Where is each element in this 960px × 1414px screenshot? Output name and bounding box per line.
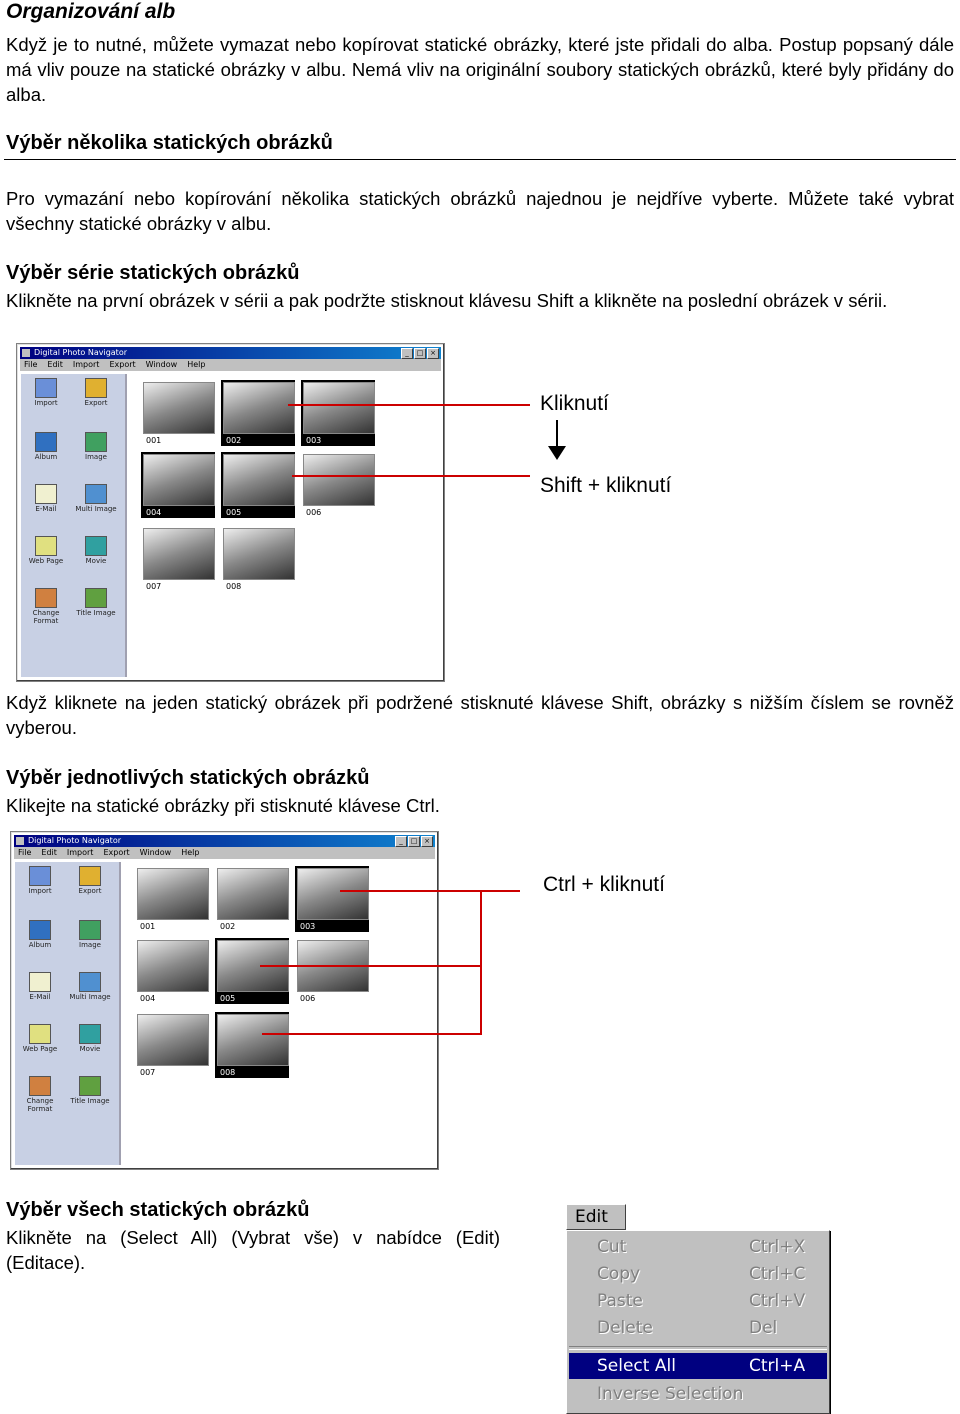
tool-title-image[interactable]: Title Image: [67, 1076, 113, 1105]
menu-export[interactable]: Export: [109, 360, 136, 369]
window-title: Digital Photo Navigator: [34, 348, 127, 357]
close-icon[interactable]: ×: [421, 836, 433, 847]
menu-edit[interactable]: Edit: [41, 848, 57, 857]
minimize-icon[interactable]: _: [395, 836, 407, 847]
thumbnail-005[interactable]: 005: [215, 938, 289, 1004]
edit-menu-dropdown: [566, 1230, 830, 1414]
tool-sidebar: [21, 374, 127, 677]
page-title: Organizování alb: [6, 0, 176, 23]
section-title-multiple: Výběr několika statických obrázků: [6, 132, 333, 154]
thumbnail-001[interactable]: 001: [135, 866, 209, 932]
menu-bar: [20, 359, 441, 371]
callout-line-vertical: [480, 890, 482, 1033]
album-icon: [29, 920, 51, 940]
edit-menu: [566, 1204, 832, 1414]
menu-separator: [569, 1346, 827, 1350]
menu-item-cut[interactable]: Cut Ctrl+X: [597, 1237, 806, 1257]
tool-sidebar: [15, 862, 121, 1165]
menu-item-paste[interactable]: Paste Ctrl+V: [597, 1291, 806, 1311]
menu-help[interactable]: Help: [187, 360, 206, 369]
thumbnail-004[interactable]: 004: [141, 452, 215, 518]
tool-title-image[interactable]: Title Image: [73, 588, 119, 617]
section-title-series: Výběr série statických obrázků: [6, 262, 300, 284]
photo-fruit: [143, 454, 215, 506]
menu-file[interactable]: File: [18, 848, 32, 857]
thumbnail-002[interactable]: 002: [215, 866, 289, 932]
app-icon: [22, 349, 30, 357]
callout-line-shift: [292, 475, 530, 477]
thumbnail-004[interactable]: 004: [135, 938, 209, 1004]
photo-flowers: [143, 382, 215, 434]
movie-icon: [85, 536, 107, 556]
thumbnail-007[interactable]: 007: [135, 1012, 209, 1078]
menu-edit[interactable]: Edit: [47, 360, 63, 369]
app-window-individual: [10, 831, 439, 1170]
web-page-icon: [29, 1024, 51, 1044]
photo-drinks: [217, 868, 289, 920]
thumbnail-006[interactable]: 006: [295, 938, 369, 1004]
thumbnail-003[interactable]: 003: [301, 380, 375, 446]
photo-table: [217, 1014, 289, 1066]
thumbnail-006[interactable]: 006: [301, 452, 375, 518]
minimize-icon[interactable]: _: [401, 348, 413, 359]
tool-album[interactable]: Album: [17, 920, 63, 949]
intro-paragraph: Když je to nutné, můžete vymazat nebo kopírovat statické obrázky, které jste přidali do alba. Postup popsaný dále má vliv pouze na statické obrázky v albu. Nemá vliv na originální soubory statických obrázků, které byly přidány do alba.: [6, 34, 954, 105]
thumbnail-001[interactable]: 001: [141, 380, 215, 446]
photo-shell: [297, 868, 369, 920]
import-icon: [29, 866, 51, 886]
title-image-icon: [79, 1076, 101, 1096]
photo-waterski: [223, 454, 295, 506]
export-icon: [85, 378, 107, 398]
tool-email[interactable]: E-Mail: [23, 484, 69, 513]
tool-export[interactable]: Export: [67, 866, 113, 895]
tool-web-page[interactable]: Web Page: [17, 1024, 63, 1053]
title-image-icon: [85, 588, 107, 608]
tool-movie[interactable]: Movie: [67, 1024, 113, 1053]
callout-line-top: [340, 890, 520, 892]
callout-ctrl-click: Ctrl + kliknutí: [543, 873, 665, 896]
tool-multi-image[interactable]: Multi Image: [67, 972, 113, 1001]
export-icon: [79, 866, 101, 886]
section-text-series-after: Když kliknete na jeden statický obrázek při podržené stisknuté klávese Shift, obrázky s nižším číslem se rovněž vyberou.: [6, 692, 954, 738]
multi-image-icon: [79, 972, 101, 992]
menu-import[interactable]: Import: [66, 848, 94, 857]
photo-shell: [303, 382, 375, 434]
section-text-all: Klikněte na (Select All) (Vybrat vše) v nabídce (Edit) (Editace).: [6, 1227, 500, 1273]
section-text-series: Klikněte na první obrázek v sérii a pak podržte stisknout klávesu Shift a klikněte na poslední obrázek v sérii.: [6, 290, 888, 311]
menu-file[interactable]: File: [24, 360, 38, 369]
callout-line-bottom: [262, 1033, 482, 1035]
photo-sailboat: [303, 454, 375, 506]
arrow-line: [556, 420, 558, 448]
tool-image[interactable]: Image: [67, 920, 113, 949]
import-icon: [35, 378, 57, 398]
thumbnail-005[interactable]: 005: [221, 452, 295, 518]
tool-change-format[interactable]: Change Format: [17, 1076, 63, 1113]
web-page-icon: [35, 536, 57, 556]
app-icon: [16, 837, 24, 845]
thumbnail-008[interactable]: 008: [221, 526, 295, 592]
tool-web-page[interactable]: Web Page: [23, 536, 69, 565]
menu-item-inverse-selection[interactable]: Inverse Selection: [597, 1384, 744, 1404]
tool-image[interactable]: Image: [73, 432, 119, 461]
photo-fruit: [137, 940, 209, 992]
menu-window[interactable]: Window: [139, 848, 172, 857]
callout-line-click: [288, 404, 530, 406]
multi-image-icon: [85, 484, 107, 504]
menu-window[interactable]: Window: [145, 360, 178, 369]
callout-click: Kliknutí: [540, 392, 609, 415]
menu-item-copy[interactable]: Copy Ctrl+C: [597, 1264, 806, 1284]
section-title-all: Výběr všech statických obrázků: [6, 1199, 310, 1221]
section-text-individual: Klikejte na statické obrázky při stisknuté klávese Ctrl.: [6, 795, 440, 816]
section-title-individual: Výběr jednotlivých statických obrázků: [6, 767, 370, 789]
window-title: Digital Photo Navigator: [28, 836, 121, 845]
change-format-icon: [29, 1076, 51, 1096]
tool-change-format[interactable]: Change Format: [23, 588, 69, 625]
image-icon: [85, 432, 107, 452]
thumbnail-002[interactable]: 002: [221, 380, 295, 446]
photo-table: [223, 528, 295, 580]
photo-drinks: [223, 382, 295, 434]
thumbnail-007[interactable]: 007: [141, 526, 215, 592]
window-titlebar: [14, 835, 435, 847]
menu-export[interactable]: Export: [103, 848, 130, 857]
tool-email[interactable]: E-Mail: [17, 972, 63, 1001]
callout-line-middle: [260, 965, 482, 967]
app-window-series: [16, 343, 445, 682]
tool-movie[interactable]: Movie: [73, 536, 119, 565]
change-format-icon: [35, 588, 57, 608]
menu-bar: [14, 847, 435, 859]
photo-group: [137, 1014, 209, 1066]
movie-icon: [79, 1024, 101, 1044]
photo-group: [143, 528, 215, 580]
tool-import[interactable]: Import: [23, 378, 69, 407]
image-icon: [79, 920, 101, 940]
thumbnail-003[interactable]: 003: [295, 866, 369, 932]
menu-item-delete[interactable]: Delete Del: [597, 1318, 778, 1338]
arrow-down-icon: [548, 446, 566, 460]
tool-multi-image[interactable]: Multi Image: [73, 484, 119, 513]
menu-import[interactable]: Import: [72, 360, 100, 369]
maximize-icon[interactable]: □: [408, 836, 420, 847]
thumbnail-008[interactable]: 008: [215, 1012, 289, 1078]
album-icon: [35, 432, 57, 452]
edit-menu-header[interactable]: Edit: [566, 1204, 626, 1230]
tool-import[interactable]: Import: [17, 866, 63, 895]
tool-export[interactable]: Export: [73, 378, 119, 407]
photo-flowers: [137, 868, 209, 920]
maximize-icon[interactable]: □: [414, 348, 426, 359]
close-icon[interactable]: ×: [427, 348, 439, 359]
menu-help[interactable]: Help: [181, 848, 200, 857]
email-icon: [35, 484, 57, 504]
section-divider: [4, 159, 956, 160]
callout-shift-click: Shift + kliknutí: [540, 474, 672, 497]
tool-album[interactable]: Album: [23, 432, 69, 461]
email-icon: [29, 972, 51, 992]
window-titlebar: [20, 347, 441, 359]
menu-item-select-all[interactable]: Select All Ctrl+A: [569, 1353, 827, 1379]
section-text-multiple: Pro vymazání nebo kopírování několika statických obrázků najednou je nejdříve vyberte. Můžete také vybrat všechny statické obrázky v albu.: [6, 188, 954, 234]
